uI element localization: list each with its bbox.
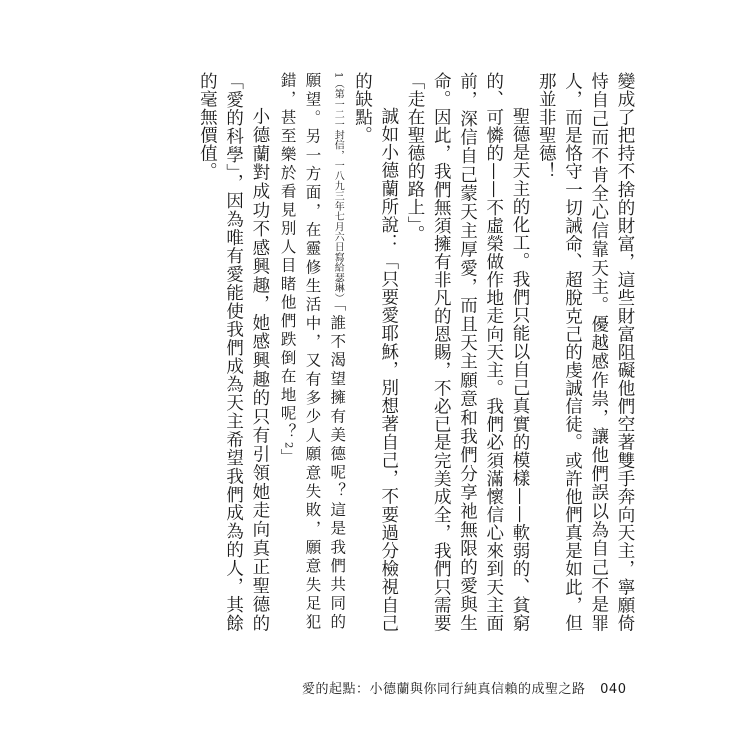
- footnote-1: 1（第一二一封信，一八九三年七月六日寫給瑟琳）: [332, 72, 344, 304]
- paragraph-3: [349, 72, 402, 632]
- paragraph-1: 變成了把持不捨的財富，這些財富阻礙他們空著雙手奔向天主，寧願倚恃自己而不肯全心信靠天主。優越感作祟，讓他們誤以為自己不是罪人，而是恪守一切誡命、超脫克己的虔誠信徒。或許他們真是如此，但那並非聖德！: [536, 72, 635, 632]
- body-text: [194, 72, 638, 632]
- quote-close: 」: [278, 448, 297, 467]
- quote-block: [275, 72, 349, 632]
- paragraph-3-text: 誠如小德蘭所說：「只要愛耶穌，別想著自己，不要過分檢視自己的缺點。: [352, 72, 399, 632]
- paragraph-2: 聖德是天主的化工。我們只能以自己真實的模樣——軟弱的、貧窮的、可憐的——不虛榮做作地走向天主。我們必須滿懷信心來到天主面前，深信自己蒙天主厚愛，而且天主願意和我們分享祂無限的愛與生命。因此，我們無須擁有非凡的恩賜，不必已是完美成全，我們只需要「走在聖德的路上」。: [405, 72, 530, 632]
- footnote-2: 2: [282, 442, 294, 449]
- page-footer: [302, 678, 626, 697]
- running-title: 愛的起點：小德蘭與你同行純真信賴的成聖之路: [302, 682, 586, 697]
- quote-text: 「誰不渴望擁有美德呢？這是我們共同的願望。另一方面，在靈修生活中，又有多少人願意失敗，願意失足犯錯，甚至樂於看見別人目睹他們跌倒在地呢？: [278, 72, 347, 632]
- paragraph-4: 小德蘭對成功不感興趣，她感興趣的只有引領她走向真正聖德的「愛的科學」，因為唯有愛能使我們成為天主希望我們成為的人，其餘的毫無價值。: [197, 72, 270, 632]
- page-number: 040: [600, 682, 627, 697]
